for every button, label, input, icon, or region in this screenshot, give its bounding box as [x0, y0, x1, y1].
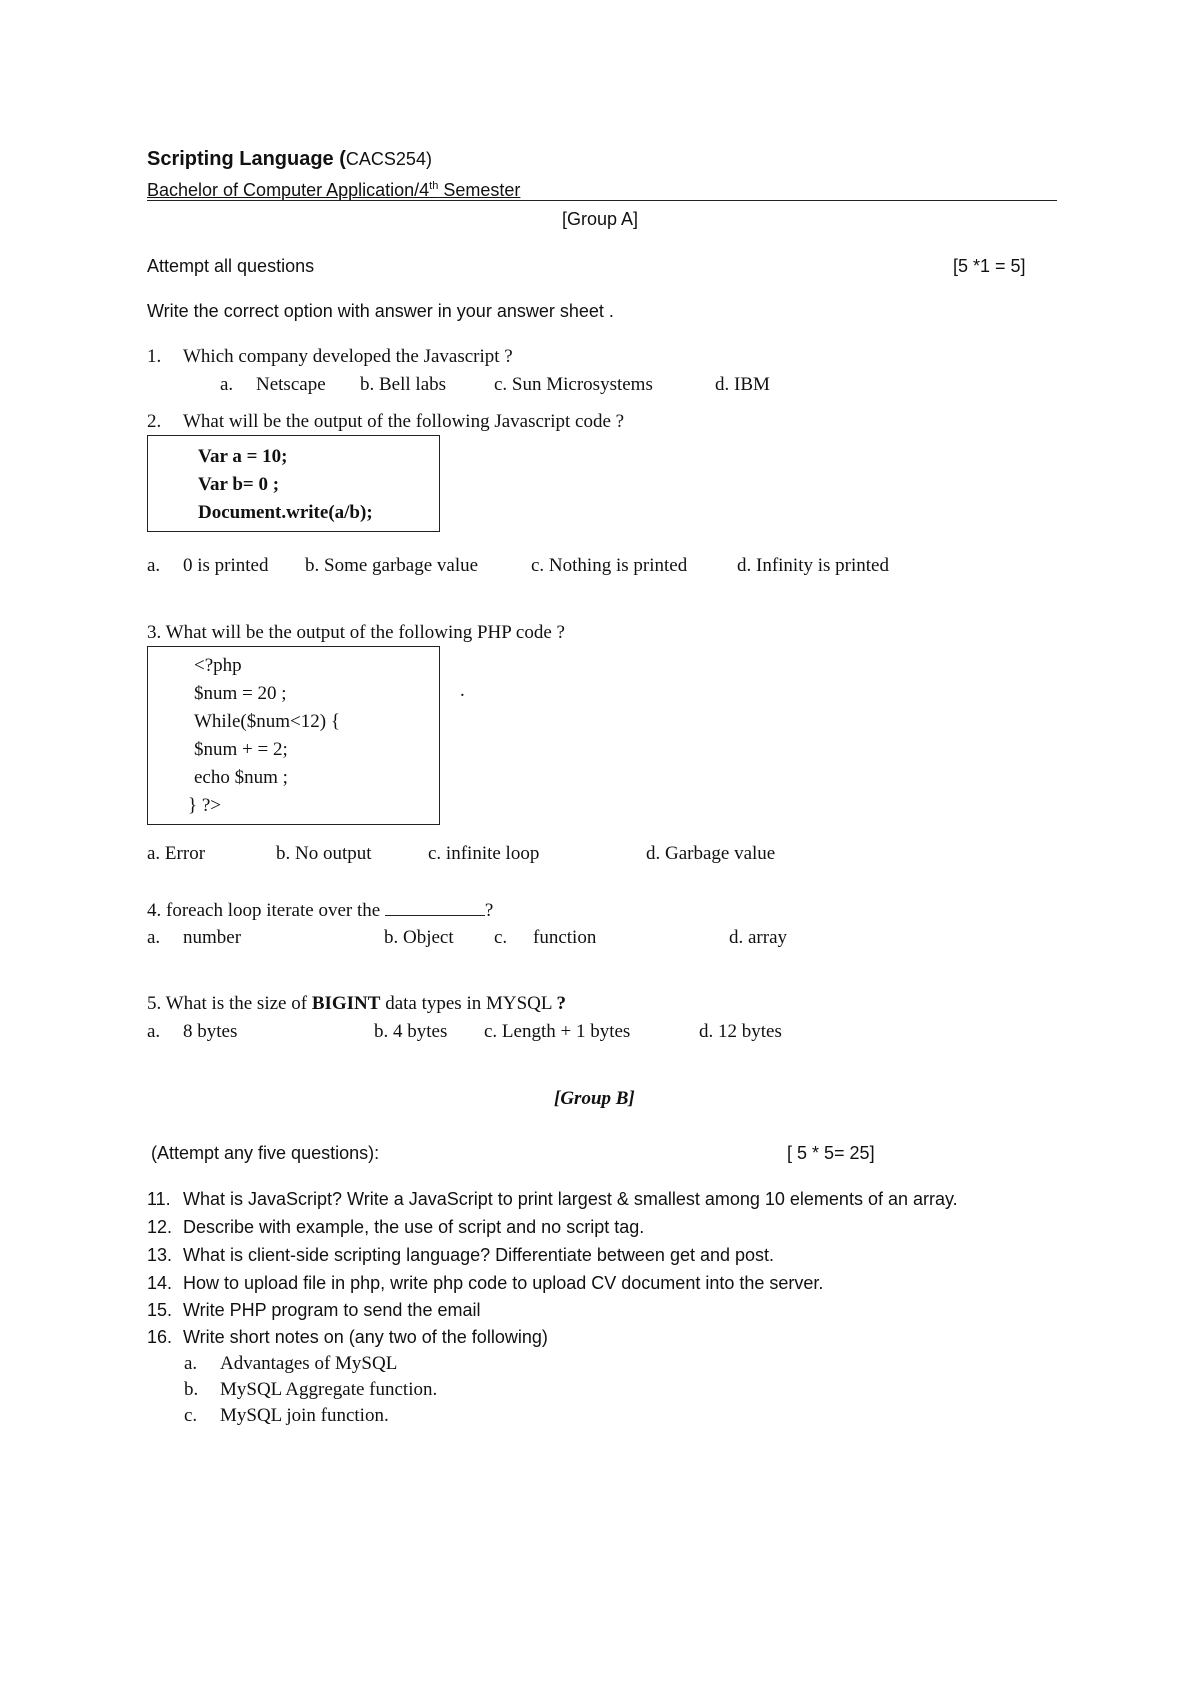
q2-number: 2. — [147, 411, 162, 432]
q2-code-line: Var b= 0 ; — [198, 474, 280, 495]
q1-number: 1. — [147, 346, 162, 367]
q2-code-box — [147, 435, 440, 532]
group-a-instruction: Attempt all questions — [147, 256, 315, 276]
exam-title — [147, 148, 432, 171]
q2-option-a-label: a. — [147, 555, 161, 576]
q2-option-c: c. Nothing is printed — [531, 555, 688, 576]
q1-text: Which company developed the Javascript ? — [183, 346, 513, 367]
q5-text-bold: BIGINT — [311, 993, 381, 1014]
q4-option-d: d. array — [729, 927, 788, 948]
q4-text-main: 4. foreach loop iterate over the — [147, 900, 385, 921]
q3-text: 3. What will be the output of the following PHP code ? — [147, 622, 565, 643]
q5-text-qmark: ? — [556, 993, 567, 1014]
q16-sub-c: MySQL join function. — [220, 1405, 389, 1426]
q16-text: Write short notes on (any two of the following) — [183, 1327, 548, 1347]
q15-number: 15. — [147, 1300, 173, 1320]
q3-code-line: <?php — [194, 655, 242, 676]
q11-number: 11. — [147, 1189, 171, 1209]
header-rule — [147, 200, 1057, 201]
group-b-heading: [Group B] — [554, 1088, 635, 1109]
q14-text: How to upload file in php, write php code to upload CV document into the server. — [183, 1273, 824, 1293]
q1-option-b: b. Bell labs — [360, 374, 447, 395]
q4-option-a-label: a. — [147, 927, 161, 948]
q5-option-c: c. Length + 1 bytes — [484, 1021, 631, 1042]
q3-option-a: a. Error — [147, 843, 206, 864]
q16-sub-c-label: c. — [184, 1405, 198, 1426]
q2-option-b: b. Some garbage value — [305, 555, 479, 576]
q4-option-a: number — [183, 927, 242, 948]
q4-option-c: function — [533, 927, 597, 948]
q16-number: 16. — [147, 1327, 173, 1347]
q16-sub-a: Advantages of MySQL — [220, 1353, 398, 1374]
q3-code-box — [147, 646, 440, 825]
q3-stray-dot: . — [460, 680, 465, 701]
q16-sub-b-label: b. — [184, 1379, 199, 1400]
group-a-note: Write the correct option with answer in your answer sheet . — [147, 301, 614, 321]
q16-sub-a-label: a. — [184, 1353, 198, 1374]
semester-label: Semester — [438, 180, 521, 200]
q5-text-rest: data types in MYSQL — [380, 993, 557, 1014]
q3-code-line: $num = 20 ; — [194, 683, 287, 704]
q15-text: Write PHP program to send the email — [183, 1300, 481, 1320]
q1-option-c: c. Sun Microsystems — [494, 374, 653, 395]
q16-sub-b: MySQL Aggregate function. — [220, 1379, 438, 1400]
group-b-marks: [ 5 * 5= 25] — [787, 1143, 875, 1163]
q3-code-line: echo $num ; — [194, 767, 288, 788]
q12-text: Describe with example, the use of script and no script tag. — [183, 1217, 645, 1237]
q3-code-line: While($num<12) { — [194, 711, 340, 732]
group-a-marks: [5 *1 = 5] — [953, 256, 1026, 276]
q4-text-end: ? — [484, 900, 494, 921]
q12-number: 12. — [147, 1217, 173, 1237]
q5-option-a-label: a. — [147, 1021, 161, 1042]
q5-option-b: b. 4 bytes — [374, 1021, 448, 1042]
q5-text-main: 5. What is the size of — [147, 993, 312, 1014]
q3-option-b: b. No output — [276, 843, 372, 864]
q4-blank — [385, 899, 485, 916]
q2-code-line: Document.write(a/b); — [198, 502, 373, 523]
q2-option-a: 0 is printed — [183, 555, 269, 576]
q3-option-d: d. Garbage value — [646, 843, 776, 864]
q4-text — [147, 899, 493, 922]
q3-option-c: c. infinite loop — [428, 843, 540, 864]
q5-option-d: d. 12 bytes — [699, 1021, 782, 1042]
q1-option-a-label: a. — [220, 374, 234, 395]
q14-number: 14. — [147, 1273, 173, 1293]
semester-ordinal: th — [429, 180, 439, 192]
q4-option-b: b. Object — [384, 927, 454, 948]
q11-text: What is JavaScript? Write a JavaScript to print largest & smallest among 10 elements of an array. — [183, 1189, 958, 1209]
q1-option-d: d. IBM — [715, 374, 770, 395]
program-semester — [147, 180, 520, 201]
course-title: Scripting Language ( — [147, 148, 346, 170]
group-a-heading: [Group A] — [562, 209, 639, 229]
q3-code-line: } ?> — [188, 795, 222, 816]
q5-option-a: 8 bytes — [183, 1021, 238, 1042]
q4-option-c-label: c. — [494, 927, 508, 948]
q2-option-d: d. Infinity is printed — [737, 555, 889, 576]
course-code: CACS254) — [345, 149, 432, 169]
group-b-instruction: (Attempt any five questions): — [151, 1143, 380, 1163]
q13-text: What is client-side scripting language? Differentiate between get and post. — [183, 1245, 775, 1265]
q1-option-a: Netscape — [256, 374, 326, 395]
q2-code-line: Var a = 10; — [198, 446, 288, 467]
program-name: Bachelor of Computer Application/4 — [147, 180, 430, 200]
q2-text: What will be the output of the following Javascript code ? — [183, 411, 625, 432]
q3-code-line: $num + = 2; — [194, 739, 288, 760]
q5-text — [147, 993, 566, 1015]
q13-number: 13. — [147, 1245, 173, 1265]
